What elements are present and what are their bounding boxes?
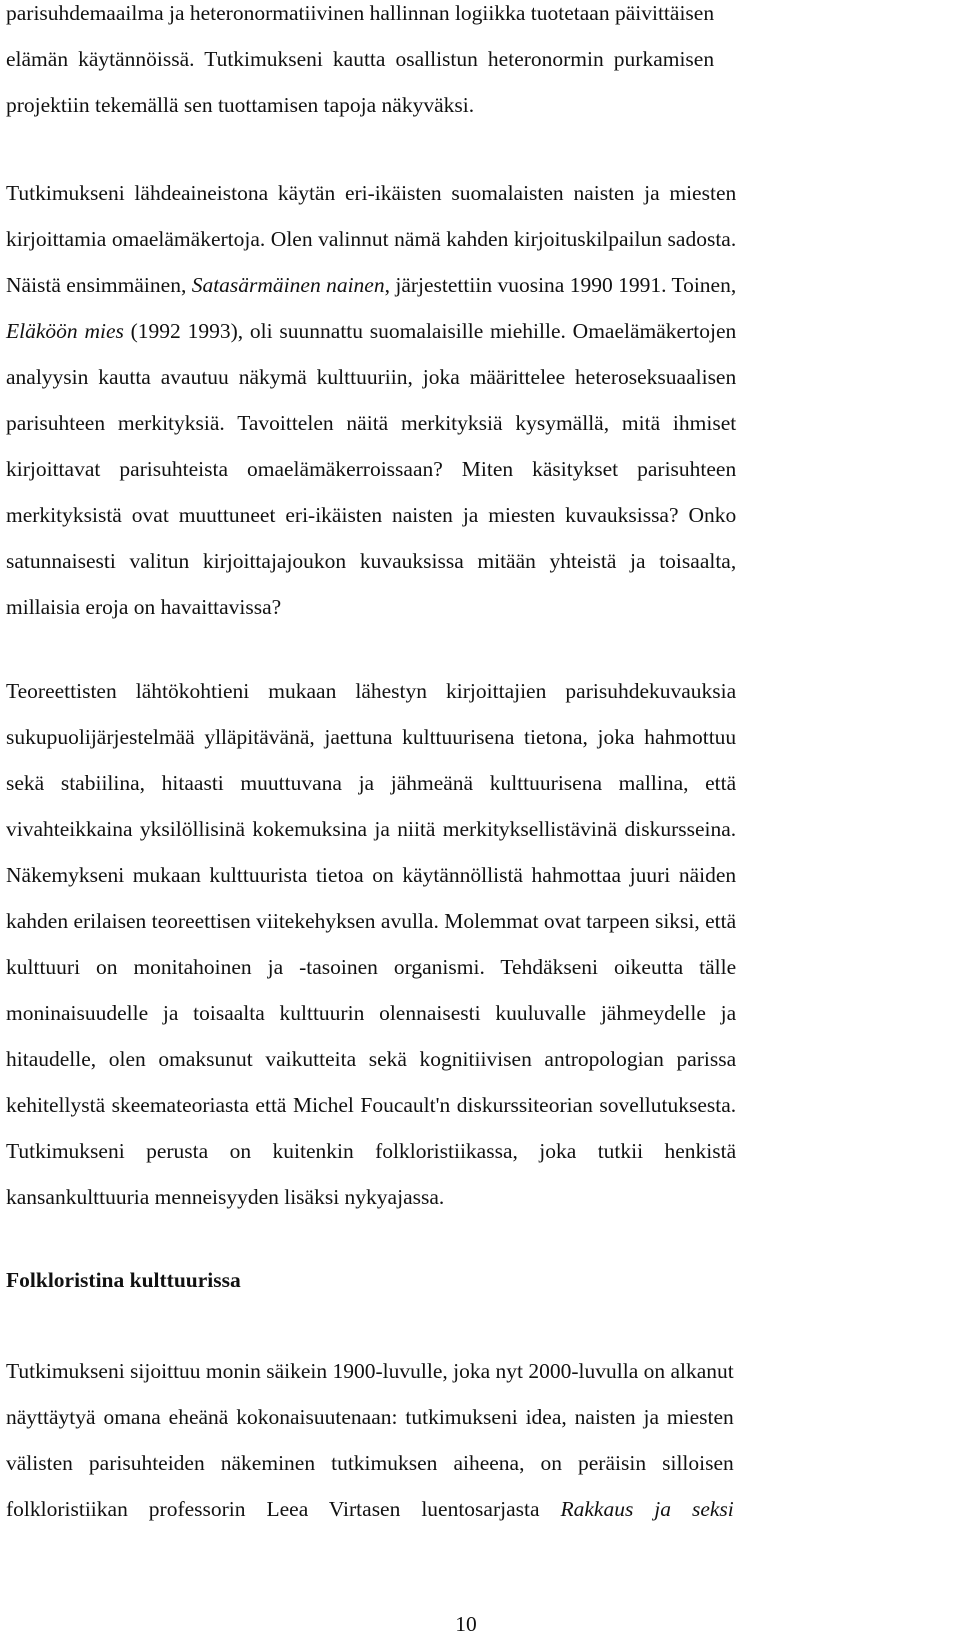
text-line: parisuhteen merkityksiä. Tavoittelen näitä merkityksiä kysymällä, mitä ihmiset: [6, 411, 737, 435]
text-line: näyttäytyä omana eheänä kokonaisuutenaan: tutkimukseni idea, naisten ja miesten: [6, 1405, 734, 1429]
title-elakoon-mies: Eläköön mies: [6, 319, 124, 343]
text-line: kahden erilaisen teoreettisen viitekehyksen avulla. Molemmat ovat tarpeen siksi, että: [6, 909, 737, 933]
paragraph-2: [6, 170, 736, 630]
paragraph-1: [6, 0, 714, 128]
text-line: hitaudelle, olen omaksunut vaikutteita sekä kognitiivisen antropologian parissa: [6, 1047, 737, 1071]
text-line: [6, 262, 736, 308]
text-line: sukupuolijärjestelmää ylläpitävänä, jaettuna kulttuurisena tietona, joka hahmottuu: [6, 725, 737, 749]
text-line: kehitellystä skeemateoriasta että Michel Foucault'n diskurssiteorian sovellutuksesta.: [6, 1093, 737, 1117]
text-line: satunnaisesti valitun kirjoittajajoukon kuvauksissa mitään yhteistä ja toisaalta,: [6, 549, 737, 573]
text-line: millaisia eroja on havaittavissa?: [6, 595, 282, 619]
text-fragment: , järjestettiin vuosina 1990 1991. Toinen,: [384, 273, 737, 297]
text-line: kulttuuri on monitahoinen ja -tasoinen organismi. Tehdäkseni oikeutta tälle: [6, 955, 737, 979]
text-line: Tutkimukseni lähdeaineistona käytän eri-ikäisten suomalaisten naisten ja miesten: [6, 181, 737, 205]
title-rakkaus-ja-seksi: Rakkaus ja seksi: [560, 1497, 734, 1521]
text-fragment: folkloristiikan professorin Leea Virtasen luentosarjasta: [6, 1497, 561, 1521]
text-line: Teoreettisten lähtökohtieni mukaan lähestyn kirjoittajien parisuhdekuvauksia: [6, 679, 737, 703]
text-line: Tutkimukseni perusta on kuitenkin folkloristiikassa, joka tutkii henkistä: [6, 1139, 737, 1163]
paragraph-3: [6, 668, 736, 1220]
page-number: 10: [455, 1612, 477, 1636]
text-line: kansankulttuuria menneisyyden lisäksi nykyajassa.: [6, 1185, 445, 1209]
text-line: sekä stabiilina, hitaasti muuttuvana ja jähmeänä kulttuurisena mallina, että: [6, 771, 737, 795]
text-fragment: Näistä ensimmäinen,: [6, 273, 192, 297]
text-line: kirjoittamia omaelämäkertoja. Olen valinnut nämä kahden kirjoituskilpailun sadosta.: [6, 227, 737, 251]
text-line: Tutkimukseni sijoittuu monin säikein 1900-luvulle, joka nyt 2000-luvulla on alkanut: [6, 1359, 734, 1383]
text-line: kirjoittavat parisuhteista omaelämäkerroissaan? Miten käsitykset parisuhteen: [6, 457, 737, 481]
text-line: Näkemykseni mukaan kulttuurista tietoa on käytännöllistä hahmottaa juuri näiden: [6, 863, 737, 887]
text-line: [6, 1486, 734, 1532]
text-line: parisuhdemaailma ja heteronormatiivinen hallinnan logiikka tuotetaan päivittäisen: [6, 1, 715, 25]
text-line: analyysin kautta avautuu näkymä kulttuuriin, joka määrittelee heteroseksuaalisen: [6, 365, 737, 389]
text-line: merkityksistä ovat muuttuneet eri-ikäisten naisten ja miesten kuvauksissa? Onko: [6, 503, 737, 527]
text-line: projektiin tekemällä sen tuottamisen tapoja näkyväksi.: [6, 93, 475, 117]
text-line: vivahteikkaina yksilöllisinä kokemuksina ja niitä merkityksellistävinä diskursseina.: [6, 817, 737, 841]
title-satasarmainen-nainen: Satasärmäinen nainen: [191, 273, 385, 297]
text-line: elämän käytännöissä. Tutkimukseni kautta osallistun heteronormin purkamisen: [6, 47, 715, 71]
text-line: välisten parisuhteiden näkeminen tutkimuksen aiheena, on peräisin silloisen: [6, 1451, 734, 1475]
text-fragment: (1992 1993), oli suunnattu suomalaisille miehille. Omaelämäkertojen: [123, 319, 737, 343]
text-line: moninaisuudelle ja toisaalta kulttuurin olennaisesti kuuluvalle jähmeydelle ja: [6, 1001, 737, 1025]
paragraph-4: [6, 1348, 734, 1532]
section-heading: Folkloristina kulttuurissa: [6, 1268, 241, 1292]
text-line: [6, 308, 736, 354]
